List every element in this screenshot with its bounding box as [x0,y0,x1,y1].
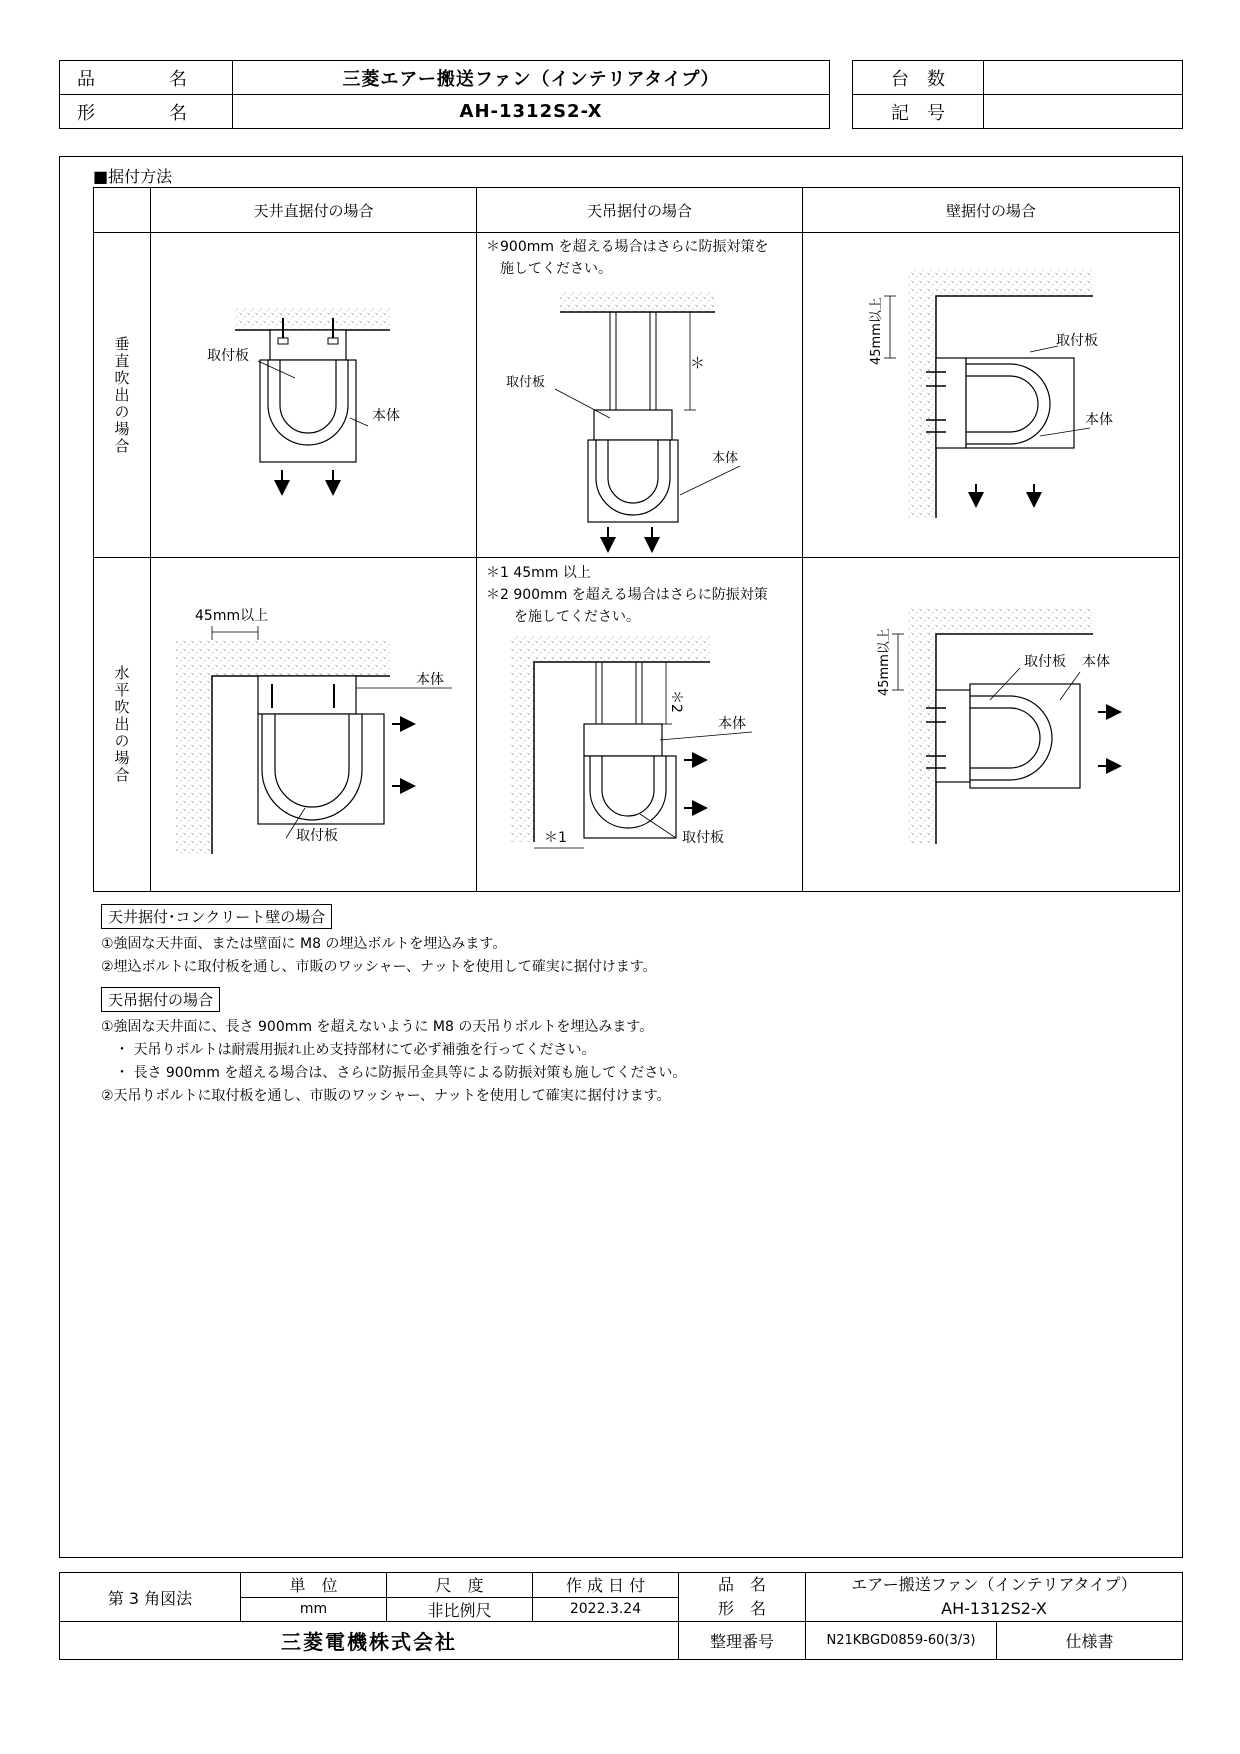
col-suspended: 天吊据付の場合 [477,188,803,233]
footer-scale-value: 非比例尺 [387,1597,533,1622]
footer-product-label: 品 名 [717,1575,766,1594]
h-ceiling-plate-label: 取付板 [296,828,338,844]
h-wall-min45: 45mm以上 [877,628,892,696]
footer-ref-value: N21KBGD0859-60(3/3) [806,1622,997,1660]
product-name-label: 品 名 [60,61,233,95]
v-wall-body-label: 本体 [1085,412,1113,428]
diagram-h-suspended [510,636,752,848]
instruction-2-line-1: ①強固な天井面に、長さ 900mm を超えないように M8 の天吊りボルトを埋込みます。 [101,1019,654,1035]
footer-company: 三菱電機株式会社 [60,1622,679,1660]
instruction-1-line-1: ①強固な天井面、または壁面に M8 の埋込ボルトを埋込みます。 [101,936,507,952]
v-wall-plate-label: 取付板 [1056,333,1098,349]
v-suspended-plate-label: 取付板 [506,375,546,390]
h-suspended-body-label: 本体 [718,716,746,732]
h-suspended-plate-label: 取付板 [682,830,724,846]
footer-date-label: 作 成 日 付 [533,1573,679,1598]
instruction-1-line-2: ②埋込ボルトに取付板を通し、市販のワッシャー、ナットを使用して確実に据付けます。 [101,959,657,975]
footer-doc-type: 仕様書 [997,1622,1183,1660]
footer-model-value: AH-1312S2-X [941,1599,1047,1618]
footer-scale-label: 尺 度 [387,1573,533,1598]
v-ceiling-body-label: 本体 [372,408,400,424]
v-ceiling-plate-label: 取付板 [207,348,249,364]
diagram-v-ceiling [207,308,400,488]
section-title: ■据付方法 [93,167,173,186]
symbol-label: 記 号 [853,95,984,129]
diagram-h-wall [877,608,1114,844]
row-horizontal-label: 水平吹出の場合 [112,665,131,784]
diagram-v-wall [869,270,1113,518]
h-wall-body-label: 本体 [1082,654,1110,670]
instruction-2-line-4: ②天吊りボルトに取付板を通し、市販のワッシャー、ナットを使用して確実に据付けます。 [101,1088,671,1104]
footer-product-model-values [806,1573,1183,1622]
footer-unit-value: mm [241,1597,387,1622]
instruction-2-line-3: ・ 長さ 900mm を超える場合は、さらに防振吊金具等による防振対策も施してください。 [101,1065,687,1081]
h-suspended-star1: ＊1 [544,830,567,846]
instruction-heading-1: 天井据付･コンクリート壁の場合 [101,904,332,929]
h-suspended-star2: ＊2 [668,690,684,713]
model-label: 形 名 [60,95,233,129]
footer-product-model-labels [679,1573,806,1622]
instruction-group-1 [101,904,332,929]
instruction-2-line-2: ・ 天吊りボルトは耐震用振れ止め支持部材にて必ず補強を行ってください。 [101,1042,596,1058]
note-v-suspended-1: ＊900mm を超える場合はさらに防振対策を [486,239,769,255]
instruction-heading-2: 天吊据付の場合 [101,987,220,1012]
v-wall-min45: 45mm以上 [869,297,884,365]
h-wall-plate-label: 取付板 [1024,654,1066,670]
footer-ref-label: 整理番号 [679,1622,806,1660]
h-ceiling-body-label: 本体 [416,672,444,688]
note-h-suspended-2: ＊2 900mm を超える場合はさらに防振対策 [486,587,768,603]
footer-projection: 第 3 角図法 [60,1573,241,1622]
footer-table [59,1572,1183,1660]
row-vertical-label: 垂直吹出の場合 [112,335,131,455]
instruction-group-2 [101,987,220,1012]
diagram-v-suspended [506,292,740,545]
v-suspended-body-label: 本体 [712,451,739,466]
note-v-suspended-2: 施してください。 [486,261,612,277]
model-value: AH-1312S2-X [233,95,830,129]
h-ceiling-min45: 45mm以上 [195,608,269,624]
col-wall: 壁据付の場合 [803,188,1180,233]
note-h-suspended-3: を施してください。 [486,609,640,625]
note-h-suspended-1: ＊1 45mm 以上 [486,565,591,581]
diagram-h-ceiling [176,608,452,854]
footer-unit-label: 単 位 [241,1573,387,1598]
product-name-value: 三菱エアー搬送ファン（インテリアタイプ） [233,61,830,95]
footer-model-label: 形 名 [717,1599,766,1618]
v-suspended-star: ＊ [690,354,706,372]
col-ceiling-direct: 天井直据付の場合 [151,188,477,233]
quantity-label: 台 数 [853,61,984,95]
footer-product-value: エアー搬送ファン（インテリアタイプ） [851,1575,1137,1594]
footer-date-value: 2022.3.24 [533,1597,679,1622]
